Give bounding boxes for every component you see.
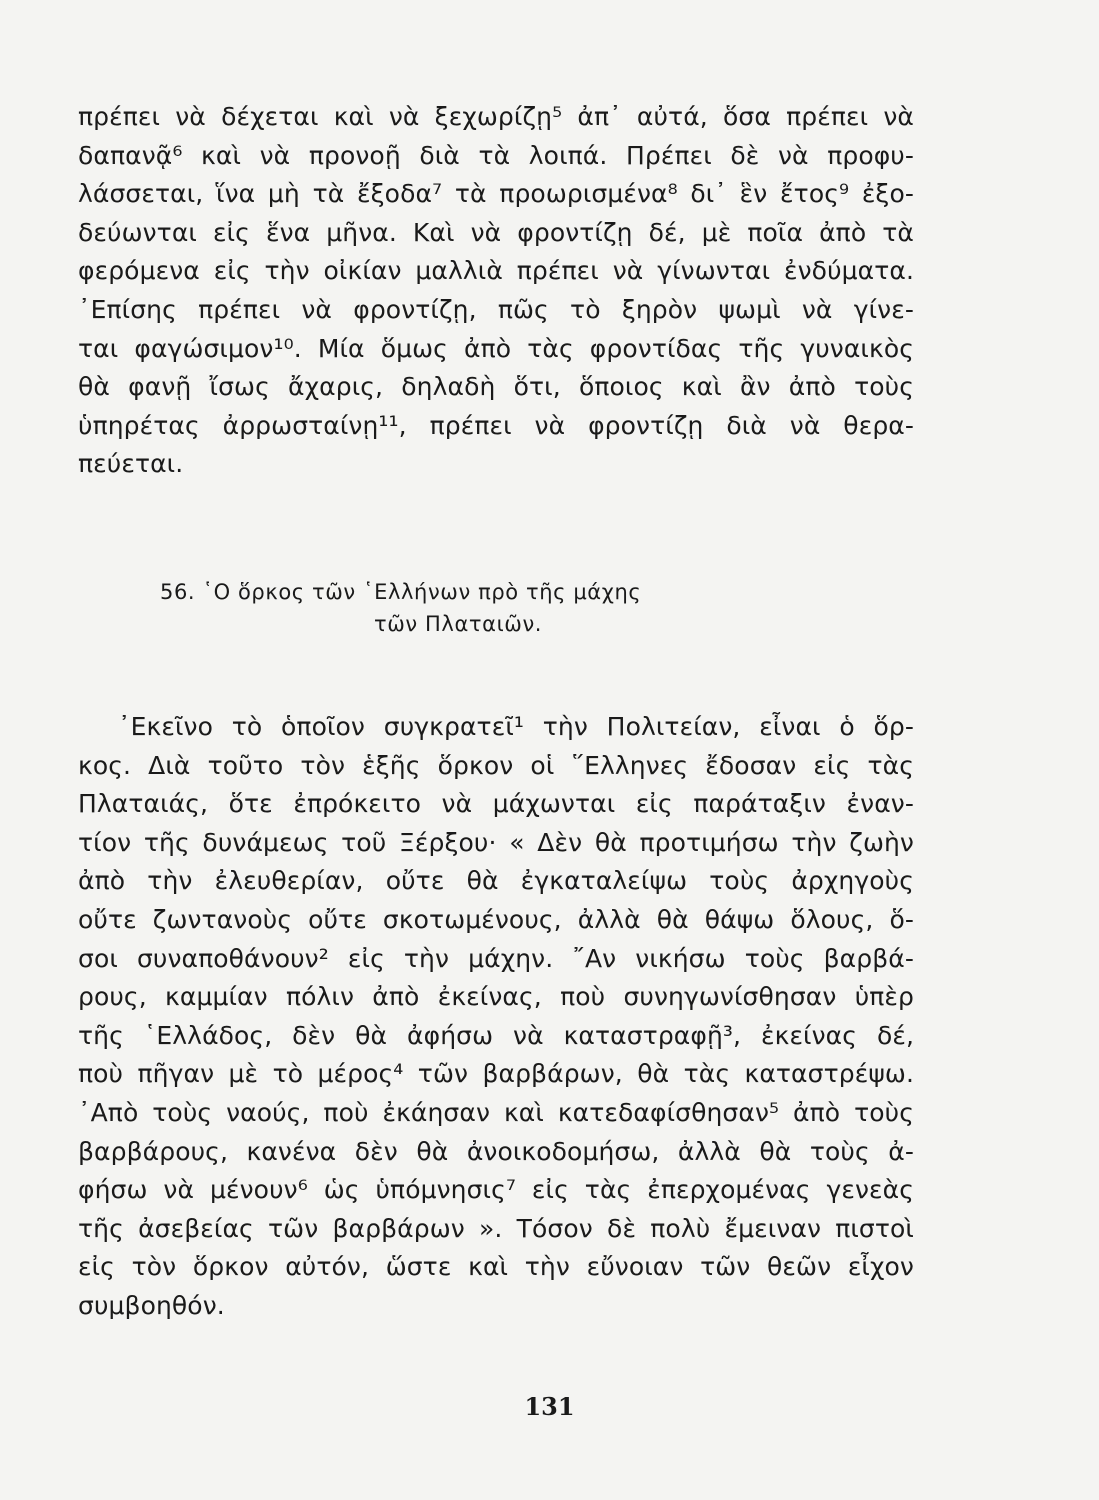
text-line: ᾽Απὸ τοὺς ναούς, ποὺ ἐκάησαν καὶ κατεδαφίσθησαν⁵ ἀπὸ τοὺς [78,1097,914,1127]
text-line: ποὺ πῆγαν μὲ τὸ μέρος⁴ τῶν βαρβάρων, θὰ τὰς καταστρέψω. [78,1059,914,1089]
paragraph-2 [78,708,914,1326]
heading-line-1: 56. ῾Ο ὅρκος τῶν ῾Ελλήνων πρὸ τῆς μάχης [160,580,642,604]
text-line: πεύεται. [78,449,184,479]
text-line: ται φαγώσιμον¹⁰. Μία ὅμως ἀπὸ τὰς φροντίδας τῆς γυναικὸς [78,333,914,363]
text-line: ἀπὸ τὴν ἐλευθερίαν, οὔτε θὰ ἐγκαταλείψω τοὺς ἀρχηγοὺς [78,866,914,896]
text-line: ᾽Εκεῖνο τὸ ὁποῖον συγκρατεῖ¹ τὴν Πολιτείαν, εἶναι ὁ ὅρ- [118,712,914,741]
text-line: βαρβάρους, κανένα δὲν θὰ ἀνοικοδομήσω, ἀλλὰ θὰ τοὺς ἀ- [78,1136,914,1166]
paragraph-1 [78,98,914,484]
text-line: φερόμενα εἰς τὴν οἰκίαν μαλλιὰ πρέπει νὰ γίνωνται ἐνδύματα. [78,256,914,286]
text-line: λάσσεται, ἵνα μὴ τὰ ἔξοδα⁷ τὰ προωρισμένα⁸ δι᾽ ἓν ἔτος⁹ ἐξο- [78,179,914,209]
text-line: σοι συναποθάνουν² εἰς τὴν μάχην. ῎Αν νικήσω τοὺς βαρβά- [78,943,914,973]
text-line: ὑπηρέτας ἀρρωσταίνῃ¹¹, πρέπει νὰ φροντίζῃ διὰ νὰ θερα- [78,410,914,440]
text-line: κος. Διὰ τοῦτο τὸν ἑξῆς ὅρκον οἱ ῞Ελληνες ἔδοσαν εἰς τὰς [78,750,914,780]
heading-line-2: τῶν Πλαταιῶν. [374,612,543,636]
text-line: δεύωνται εἰς ἕνα μῆνα. Καὶ νὰ φροντίζῃ δέ, μὲ ποῖα ἀπὸ τὰ [78,217,914,247]
text-line: πρέπει νὰ δέχεται καὶ νὰ ξεχωρίζῃ⁵ ἀπ᾽ αὐτά, ὅσα πρέπει νὰ [78,102,914,131]
text-line: συμβοηθόν. [78,1290,225,1320]
text-line: οὔτε ζωντανοὺς οὔτε σκοτωμένους, ἀλλὰ θὰ θάψω ὅλους, ὅ- [78,904,914,934]
text-line: φήσω νὰ μένουν⁶ ὡς ὑπόμνησις⁷ εἰς τὰς ἐπερχομένας γενεὰς [78,1175,914,1205]
text-line: δαπανᾷ⁶ καὶ νὰ προνοῇ διὰ τὰ λοιπά. Πρέπει δὲ νὰ προφυ- [78,140,914,170]
text-line: θὰ φανῇ ἴσως ἄχαρις, δηλαδὴ ὅτι, ὅποιος καὶ ἂν ἀπὸ τοὺς [78,372,914,402]
text-line: τίον τῆς δυνάμεως τοῦ Ξέρξου· « Δὲν θὰ προτιμήσω τὴν ζωὴν [78,827,914,857]
text-line: τῆς ἀσεβείας τῶν βαρβάρων ». Τόσον δὲ πολὺ ἔμειναν πιστοὶ [78,1213,914,1243]
text-line: εἰς τὸν ὅρκον αὐτόν, ὥστε καὶ τὴν εὔνοιαν τῶν θεῶν εἶχον [78,1252,914,1282]
text-line: ρους, καμμίαν πόλιν ἀπὸ ἐκείνας, ποὺ συνηγωνίσθησαν ὑπὲρ [78,982,914,1012]
text-line: ᾽Επίσης πρέπει νὰ φροντίζῃ, πῶς τὸ ξηρὸν ψωμὶ νὰ γίνε- [78,294,914,324]
text-line: τῆς ῾Ελλάδος, δὲν θὰ ἀφήσω νὰ καταστραφῇ³, ἐκείνας δέ, [78,1020,914,1050]
text-line: Πλαταιάς, ὅτε ἐπρόκειτο νὰ μάχωνται εἰς παράταξιν ἐναν- [78,789,914,819]
section-heading [160,576,860,640]
page-number: 131 [524,1392,575,1421]
